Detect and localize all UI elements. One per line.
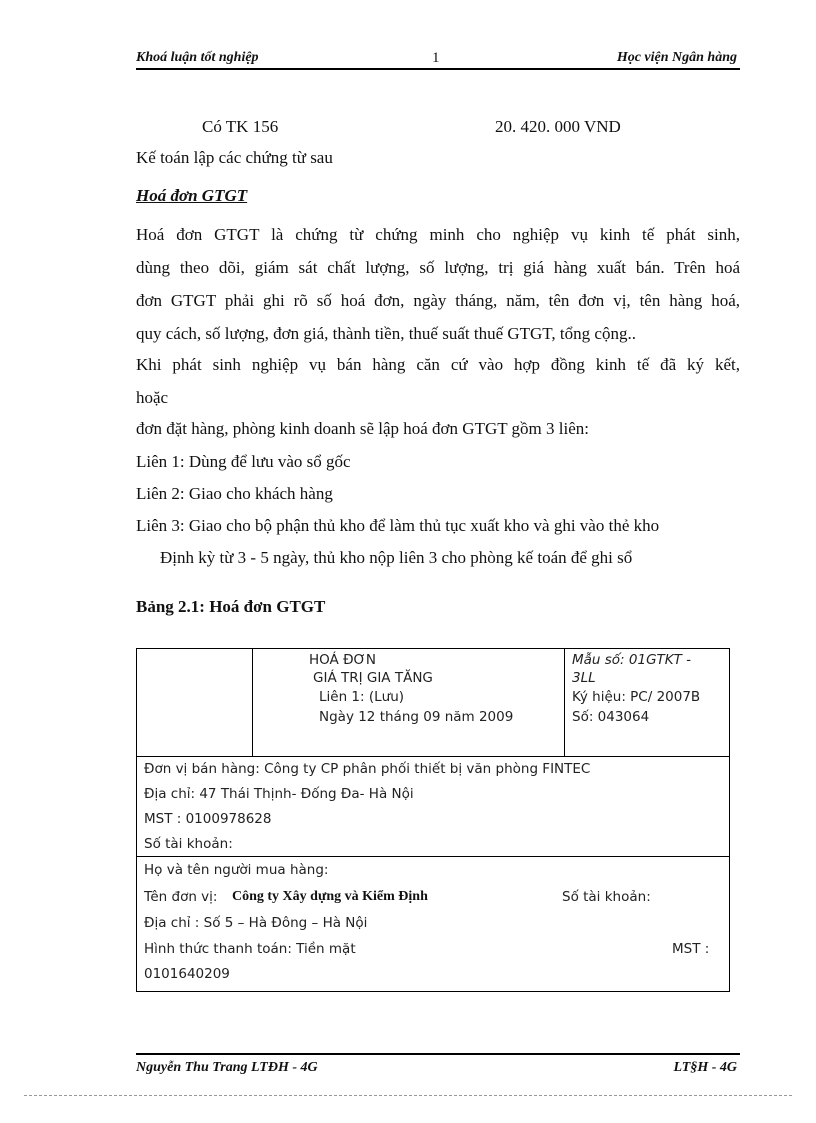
invoice-hline-2 — [136, 856, 730, 857]
footer-right: LT§H - 4G — [673, 1060, 737, 1075]
buyer-unit-value: Công ty Xây dựng và Kiểm Định — [232, 889, 428, 904]
invoice-hline-1 — [136, 756, 730, 757]
invoice-number: Số: 043064 — [572, 709, 650, 725]
header-rule — [136, 68, 740, 70]
para2-line1: Khi phát sinh nghiệp vụ bán hàng căn cứ vào hợp đồng kinh tế đã ký kết, — [136, 355, 740, 374]
seller-account: Số tài khoản: — [144, 836, 233, 852]
buyer-tax-value: 0101640209 — [144, 966, 230, 982]
footer-rule — [136, 1053, 740, 1055]
para1-line1: Hoá đơn GTGT là chứng từ chứng minh cho nghiệp vụ kinh tế phát sinh, — [136, 225, 740, 244]
para1-line2: dùng theo dõi, giám sát chất lượng, số lượng, trị giá hàng xuất bán. Trên hoá — [136, 258, 740, 277]
lien-1: Liên 1: Dùng để lưu vào sổ gốc — [136, 452, 351, 471]
invoice-form-no-cont: 3LL — [572, 670, 596, 686]
seller-name: Đơn vị bán hàng: Công ty CP phân phối thiết bị văn phòng FINTEC — [144, 761, 591, 777]
invoice-symbol: Ký hiệu: PC/ 2007B — [572, 689, 701, 705]
header-left: Khoá luận tốt nghiệp — [136, 50, 259, 65]
para2-line3: đơn đặt hàng, phòng kinh doanh sẽ lập hoá đơn GTGT gồm 3 liên: — [136, 419, 589, 438]
footer-left: Nguyễn Thu Trang LTĐH - 4G — [136, 1060, 318, 1075]
invoice-copy: Liên 1: (Lưu) — [319, 689, 405, 705]
buyer-name: Họ và tên người mua hàng: — [144, 862, 329, 878]
invoice-title-1: HOÁ ĐƠN — [309, 652, 376, 668]
buyer-tax-label: MST : — [672, 941, 710, 957]
invoice-divider-2 — [564, 648, 565, 756]
lien-2: Liên 2: Giao cho khách hàng — [136, 484, 333, 503]
buyer-account: Số tài khoản: — [562, 889, 651, 905]
buyer-unit-label: Tên đơn vị: — [144, 889, 218, 905]
invoice-title-2: GIÁ TRỊ GIA TĂNG — [313, 670, 433, 686]
page-number: 1 — [432, 50, 440, 66]
seller-address: Địa chỉ: 47 Thái Thịnh- Đống Đa- Hà Nội — [144, 786, 414, 802]
lien-3: Liên 3: Giao cho bộ phận thủ kho để làm thủ tục xuất kho và ghi vào thẻ kho — [136, 516, 660, 535]
entry-amount: 20. 420. 000 VND — [495, 117, 621, 136]
periodic-note: Định kỳ từ 3 - 5 ngày, thủ kho nộp liên 3 cho phòng kế toán để ghi sổ — [160, 548, 633, 567]
entry-label: Có TK 156 — [202, 117, 279, 136]
page-break-line — [24, 1095, 792, 1096]
invoice-divider-1 — [252, 648, 253, 756]
para1-line3: đơn GTGT phải ghi rõ số hoá đơn, ngày tháng, năm, tên đơn vị, tên hàng hoá, — [136, 291, 740, 310]
invoice-date: Ngày 12 tháng 09 năm 2009 — [319, 709, 514, 725]
section-heading: Hoá đơn GTGT — [136, 186, 248, 205]
para2-line2: hoặc — [136, 388, 169, 407]
seller-tax: MST : 0100978628 — [144, 811, 272, 827]
para1-line4: quy cách, số lượng, đơn giá, thành tiền, thuế suất thuế GTGT, tổng cộng.. — [136, 324, 636, 343]
invoice-form-no: Mẫu số: 01GTKT - — [572, 652, 692, 668]
payment-method: Hình thức thanh toán: Tiền mặt — [144, 941, 356, 957]
header-right: Học viện Ngân hàng — [616, 50, 737, 65]
buyer-address: Địa chỉ : Số 5 – Hà Đông – Hà Nội — [144, 915, 368, 931]
table-caption: Bảng 2.1: Hoá đơn GTGT — [136, 597, 326, 616]
body-line-1: Kế toán lập các chứng từ sau — [136, 148, 333, 167]
